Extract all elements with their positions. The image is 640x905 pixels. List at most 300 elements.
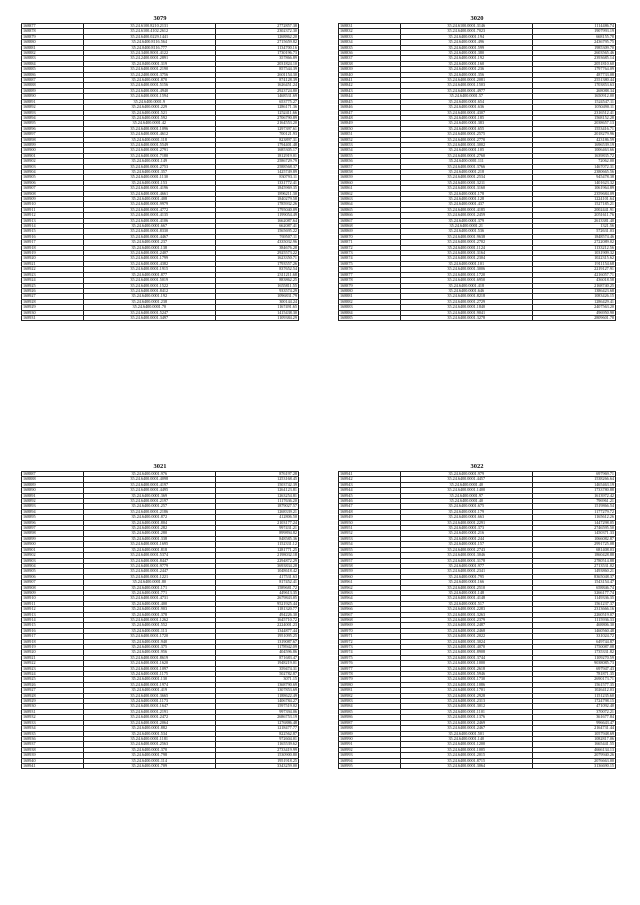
cell-id: 168956 [339, 553, 401, 558]
cell-code: 35.24.6400.0001.3006 [400, 267, 532, 272]
cell-amount: 1845969.35 [215, 186, 298, 191]
cell-amount: 1178942.09 [215, 645, 298, 650]
cell-amount: 1321.56 [532, 224, 615, 229]
cell-amount: 2925573.22 [215, 251, 298, 256]
cell-id: 168936 [22, 736, 84, 741]
cell-id: 168891 [22, 493, 84, 498]
cell-id: 168838 [339, 61, 401, 66]
cell-id: 168993 [339, 753, 401, 758]
cell-amount: 1785932.26 [215, 202, 298, 207]
cell-code: 35.24.6400.0001.3164 [400, 251, 532, 256]
cell-code: 35.24.6400.0001.2197 [83, 499, 215, 504]
cell-id: 168846 [339, 105, 401, 110]
cell-amount: 1662087.64 [215, 218, 298, 223]
cell-amount: 1281771.25 [215, 547, 298, 552]
cell-code: 35.24.6400.0001.148 [400, 590, 532, 595]
cell-id: 168926 [22, 682, 84, 687]
cell-code: 35.24.6400.0001.4197 [83, 482, 215, 487]
cell-amount: 468806.30 [532, 623, 615, 628]
cell-amount: 1553416.71 [532, 126, 615, 131]
cell-code: 35.24.6400.0001.8908 [400, 650, 532, 655]
cell-id: 168917 [22, 634, 84, 639]
cell-amount: 404596.86 [215, 650, 298, 655]
cell-id: 168947 [339, 504, 401, 509]
cell-amount: 972604.01 [215, 736, 298, 741]
cell-id: 168842 [339, 83, 401, 88]
cell-code: 35.24.6400.0001.2469 [400, 720, 532, 725]
cell-id: 168902 [22, 553, 84, 558]
cell-id: 168924 [22, 278, 84, 283]
cell-amount: 653775.27 [215, 99, 298, 104]
cell-id: 168980 [339, 682, 401, 687]
cell-code: 35.24.6400.0001.1221 [83, 574, 215, 579]
cell-amount: 1188622.49 [215, 693, 298, 698]
cell-id: 168833 [339, 34, 401, 39]
cell-id: 168894 [22, 509, 84, 514]
cell-amount: 1665441.55 [532, 742, 615, 747]
cell-id: 168908 [22, 191, 84, 196]
cell-code: 35.24.6400.0001.1695 [83, 542, 215, 547]
cell-amount: 1503742.39 [215, 482, 298, 487]
cell-amount: 2746595.50 [532, 526, 615, 531]
table-row [22, 315, 299, 320]
cell-id: 168976 [339, 661, 401, 666]
cell-amount: 1465463.19 [532, 482, 615, 487]
cell-amount: 487733.08 [532, 72, 615, 77]
cell-amount: 2219127.91 [532, 267, 615, 272]
cell-code: 35.24.6400.0001.3160 [400, 186, 532, 191]
cell-id: 168870 [339, 234, 401, 239]
cell-amount: 1344877.44 [215, 628, 298, 633]
cell-id: 168873 [339, 251, 401, 256]
cell-amount: 769507.11 [215, 234, 298, 239]
cell-code: 35.24.6400.0001.599 [400, 45, 532, 50]
cell-code: 35.24.6400.0001.4135 [83, 213, 215, 218]
cell-code: 35.24.6400.0001.105 [400, 148, 532, 153]
cell-id: 168857 [339, 164, 401, 169]
cell-amount: 2260519.07 [532, 612, 615, 617]
cell-id: 168950 [339, 520, 401, 525]
cell-id: 168895 [22, 121, 84, 126]
cell-amount: 1527185.21 [532, 202, 615, 207]
cell-code: 35.24.6400.0001.2487 [400, 623, 532, 628]
cell-id: 168896 [22, 126, 84, 131]
cell-code: 35.24.6400.0001.128 [400, 197, 532, 202]
cell-code: 35.24.6400.0001.2022 [400, 634, 532, 639]
cell-code: 35.24.6400.0001.3665 [83, 693, 215, 698]
cell-id: 168985 [339, 709, 401, 714]
cell-amount: 2809601.78 [532, 315, 615, 320]
cell-id: 168900 [22, 542, 84, 547]
cell-amount: 697969.71 [532, 472, 615, 477]
cell-amount: 1181320.77 [215, 607, 298, 612]
cell-amount: 1268862.20 [215, 34, 298, 39]
cell-id: 168912 [22, 213, 84, 218]
cell-id: 168942 [339, 477, 401, 482]
cell-id: 168903 [22, 164, 84, 169]
cell-id: 168906 [22, 574, 84, 579]
cell-id: 168914 [22, 617, 84, 622]
cell-amount: 3343259.00 [215, 763, 298, 768]
cell-id: 168904 [22, 563, 84, 568]
cell-amount: 2018279.96 [532, 132, 615, 137]
cell-id: 168929 [22, 305, 84, 310]
cell-code: 35.24.6400.0001.5374 [83, 553, 215, 558]
cell-amount: 1565695.22 [215, 229, 298, 234]
cell-code: 35.24.6400.0001.157 [400, 542, 532, 547]
cell-amount: 331024.72 [532, 634, 615, 639]
cell-amount: 1022315.62 [532, 256, 615, 261]
cell-code: 35.24.6400.0001.4457 [400, 477, 532, 482]
cell-code: 35.24.6400.0001.4098 [83, 477, 215, 482]
cell-amount: 2772857.38 [215, 24, 298, 29]
cell-amount: 572631.03 [532, 229, 615, 234]
cell-id: 168970 [339, 628, 401, 633]
cell-id: 168975 [339, 655, 401, 660]
cell-id: 168965 [339, 601, 401, 606]
cell-id: 168959 [339, 569, 401, 574]
cell-code: 35.24.6400.0001.1522 [83, 283, 215, 288]
cell-amount: 2002441.91 [532, 207, 615, 212]
cell-id: 168992 [339, 747, 401, 752]
cell-id: 168880 [22, 40, 84, 45]
cell-id: 168930 [22, 704, 84, 709]
cell-id: 168868 [339, 224, 401, 229]
cell-id: 168872 [339, 245, 401, 250]
cell-id: 168918 [22, 245, 84, 250]
cell-code: 35.24.6400.0001.236 [400, 67, 532, 72]
cell-code: 35.24.6400.0001.1124 [400, 245, 532, 250]
cell-amount: 697947.43 [532, 666, 615, 671]
cell-code: 35.24.6400.0001.1594 [83, 94, 215, 99]
cell-code: 35.24.6400.0001.1096 [83, 126, 215, 131]
cell-amount: 2316512.41 [532, 110, 615, 115]
cell-amount: 1589681.72 [215, 585, 298, 590]
cell-amount: 423186.59 [532, 137, 615, 142]
cell-code: 35.24.6400.0001.1840 [400, 305, 532, 310]
cell-code: 35.24.6400.0001.280 [83, 531, 215, 536]
cell-id: 168856 [339, 159, 401, 164]
cell-amount: 9038085.73 [532, 661, 615, 666]
cell-code: 35.24.6400.0001.2770 [400, 137, 532, 142]
cell-id: 168841 [339, 78, 401, 83]
cell-code: 35.24.6400.0001.517 [400, 601, 532, 606]
table-panel-3 [21, 463, 299, 769]
cell-code: 35.24.6400.0001.2064 [83, 720, 215, 725]
cell-code: 35.24.6400.0001.2472 [83, 715, 215, 720]
cell-code: 35.24.6400.0001.437 [400, 202, 532, 207]
cell-id: 168853 [339, 142, 401, 147]
table-row [339, 763, 616, 768]
cell-id: 168972 [339, 639, 401, 644]
cell-id: 168889 [22, 88, 84, 93]
cell-id: 168931 [22, 315, 84, 320]
cell-id: 168840 [339, 72, 401, 77]
cell-id: 168962 [339, 585, 401, 590]
cell-code: 35.24.6400.0001.9779 [83, 563, 215, 568]
cell-amount: 3136690.15 [532, 763, 615, 768]
cell-id: 168995 [339, 763, 401, 768]
panel-title: 3020 [470, 15, 484, 22]
cell-code: 35.24.6400.0001.2791 [83, 148, 215, 153]
cell-code: 35.24.6400.0001.2743 [400, 547, 532, 552]
cell-amount: 1066082.87 [532, 536, 615, 541]
cell-id: 168884 [339, 310, 401, 315]
cell-id: 168910 [22, 596, 84, 601]
cell-amount: 1795040.09 [215, 207, 298, 212]
cell-amount: 4216057.71 [532, 272, 615, 277]
cell-amount: 2551380.44 [532, 78, 615, 83]
cell-amount: 496950.90 [532, 310, 615, 315]
cell-code: 35.24.6400.0001.4148 [400, 596, 532, 601]
cell-code: 35.24.6400.0001.218 [400, 169, 532, 174]
cell-code: 35.24.6400.0001.2618 [400, 666, 532, 671]
cell-id: 168969 [339, 623, 401, 628]
cell-amount: 2690173.71 [532, 677, 615, 682]
cell-amount: 1468531.69 [215, 94, 298, 99]
cell-id: 168943 [339, 482, 401, 487]
cell-code: 35.24.6400.0001.8715 [400, 758, 532, 763]
cell-code: 35.24.6400.0001.3046 [400, 553, 532, 558]
cell-amount: 2436795.75 [532, 40, 615, 45]
cell-code: 35.24.6400.0001.118 [83, 137, 215, 142]
cell-code: 35.24.6400.0001.536 [400, 229, 532, 234]
cell-code: 35.24.6400.0001.979 [400, 472, 532, 477]
cell-amount: 1639835.72 [532, 153, 615, 158]
cell-amount: 1133212.56 [532, 245, 615, 250]
cell-id: 168896 [22, 520, 84, 525]
cell-amount: 1860428.88 [532, 553, 615, 558]
cell-code: 35.24.6400.0001.338 [83, 536, 215, 541]
cell-id: 168891 [22, 99, 84, 104]
cell-amount: 1167491.65 [215, 305, 298, 310]
cell-id: 168850 [339, 126, 401, 131]
cell-code: 35.24.6400.0001.496 [400, 40, 532, 45]
cell-amount: 1460560.48 [532, 628, 615, 633]
cell-id: 168883 [339, 305, 401, 310]
cell-code: 35.24.6400.0001.4940 [83, 88, 215, 93]
cell-amount: 668155.78 [532, 34, 615, 39]
cell-amount: 2038657.13 [532, 121, 615, 126]
cell-code: 35.24.6400.0001.5549 [83, 142, 215, 147]
cell-code: 35.24.6400.0001.2015 [400, 753, 532, 758]
cell-code: 35.24.6400.0001.771 [83, 590, 215, 595]
cell-id: 168923 [22, 666, 84, 671]
cell-code: 35.24.6400.0001.1097 [83, 666, 215, 671]
cell-amount: 1840279.58 [215, 197, 298, 202]
cell-id: 168895 [22, 515, 84, 520]
cell-amount: 1276886.48 [215, 720, 298, 725]
cell-id: 168909 [22, 590, 84, 595]
cell-id: 168922 [22, 267, 84, 272]
cell-id: 168934 [22, 726, 84, 731]
cell-id: 168925 [22, 677, 84, 682]
cell-amount: 2733419.99 [215, 747, 298, 752]
cell-amount: 1218477.77 [215, 726, 298, 731]
cell-id: 168941 [22, 763, 84, 768]
cell-id: 168915 [22, 623, 84, 628]
cell-code: 35.24.6400.0001.9041 [400, 310, 532, 315]
cell-amount: 837652.54 [215, 267, 298, 272]
cell-id: 168882 [339, 299, 401, 304]
cell-code: 35.24.6400.0001.2510 [400, 585, 532, 590]
cell-code: 35.24.6400.0001.2190 [83, 67, 215, 72]
cell-id: 168987 [339, 720, 401, 725]
cell-id: 168949 [339, 515, 401, 520]
cell-id: 168876 [339, 267, 401, 272]
cell-amount: 1879027.57 [215, 504, 298, 509]
cell-amount: 417531.63 [215, 574, 298, 579]
cell-id: 168909 [22, 197, 84, 202]
cell-amount: 1152331.12 [215, 542, 298, 547]
cell-code: 35.24.6400.0001.160 [400, 61, 532, 66]
cell-amount: 3693834.28 [215, 563, 298, 568]
cell-code: 35.24.6400.0001.798 [83, 753, 215, 758]
cell-amount: 2601154.30 [215, 72, 298, 77]
cell-code: 35.24.6400.0001.501 [400, 731, 532, 736]
cell-code: 35.24.6400.0001.1175 [83, 672, 215, 677]
cell-id: 168953 [339, 536, 401, 541]
cell-code: 35.24.6400.0001.2313 [400, 699, 532, 704]
cell-code: 35.24.6400.0001.2702 [400, 240, 532, 245]
cell-amount: 1096831.79 [215, 294, 298, 299]
cell-id: 168958 [339, 563, 401, 568]
cell-amount: 1794401.48 [215, 142, 298, 147]
cell-code: 35.24.6400.0001.40 [400, 482, 532, 487]
cell-amount: 1109270.59 [532, 655, 615, 660]
cell-amount: 1114486.74 [532, 24, 615, 29]
cell-code: 35.24.6400.0001.70 [83, 305, 215, 310]
cell-amount: 1115936.33 [532, 617, 615, 622]
cell-amount: 1368790.69 [215, 682, 298, 687]
cell-code: 35.24.6400.0001.400 [83, 601, 215, 606]
cell-amount: 1031909.32 [532, 251, 615, 256]
cell-amount: 3266177.74 [532, 590, 615, 595]
cell-id: 168888 [22, 477, 84, 482]
cell-id: 168897 [22, 526, 84, 531]
cell-code: 35.24.6400.0001.940 [83, 639, 215, 644]
cell-amount: 357866.89 [215, 56, 298, 61]
cell-code: 35.24.6400.0001.7023 [400, 29, 532, 34]
cell-id: 168937 [22, 742, 84, 747]
cell-id: 168900 [22, 148, 84, 153]
cell-id: 168954 [339, 542, 401, 547]
cell-id: 168898 [22, 531, 84, 536]
cell-id: 168931 [22, 709, 84, 714]
cell-code: 35.24.6400.0001.369 [83, 493, 215, 498]
cell-id: 168892 [22, 105, 84, 110]
cell-id: 168919 [22, 645, 84, 650]
cell-amount: 2051611.76 [532, 213, 615, 218]
cell-amount: 2198032.18 [215, 553, 298, 558]
cell-code: 35.24.6400.0001.1130 [83, 175, 215, 180]
cell-amount: 1199054.49 [215, 213, 298, 218]
cell-amount: 1264123.81 [215, 488, 298, 493]
cell-amount: 2613381.40 [532, 218, 615, 223]
cell-amount: 1948219.01 [215, 661, 298, 666]
cell-code: 35.24.6400.0001.4070 [400, 645, 532, 650]
cell-amount: 876197.28 [215, 472, 298, 477]
cell-code: 35.24.6400.0001.9 [83, 99, 215, 104]
cell-code: 35.24.6400.0001.7180 [83, 153, 215, 158]
panel-title: 3079 [153, 15, 167, 22]
cell-id: 168880 [339, 288, 401, 293]
data-table [21, 23, 299, 321]
cell-amount: 662087.41 [215, 224, 298, 229]
cell-id: 168939 [22, 753, 84, 758]
cell-id: 168903 [22, 558, 84, 563]
cell-code: 35.24.6400.0001.383 [400, 121, 532, 126]
cell-amount: 1048618.42 [215, 569, 298, 574]
cell-id: 168981 [339, 688, 401, 693]
cell-amount: 1655811.55 [215, 283, 298, 288]
cell-code: 35.24.6400.0001.229 [83, 105, 215, 110]
cell-id: 168989 [339, 731, 401, 736]
cell-id: 168994 [339, 758, 401, 763]
cell-code: 35.24.6400.0001.3024 [400, 639, 532, 644]
cell-code: 35.24.6400.0001.238 [83, 299, 215, 304]
cell-code: 35.24.6400.0001.2467 [400, 726, 532, 731]
cell-amount: 1613972.42 [532, 493, 615, 498]
cell-code: 35.24.6400.0001.882 [83, 726, 215, 731]
cell-code: 35.24.6400.0001.4185 [400, 207, 532, 212]
cell-id: 168845 [339, 99, 401, 104]
cell-code: 35.24.2400.0001.3756 [83, 72, 215, 77]
cell-code: 35.24.6400.0001.2407 [83, 251, 215, 256]
cell-code: 35.24.6400.0001.113 [83, 628, 215, 633]
cell-code: 35.24.6400.0001.4382 [83, 261, 215, 266]
cell-amount: 1703853.63 [532, 83, 615, 88]
cell-code: 35.24.6400.0001.4196 [83, 186, 215, 191]
cell-code: 35.24.6400.0001.5019 [83, 278, 215, 283]
cell-id: 168932 [22, 715, 84, 720]
cell-amount: 1319087.67 [215, 639, 298, 644]
cell-code: 35.24.6400.0001.5156 [83, 83, 215, 88]
cell-id: 168875 [339, 261, 401, 266]
cell-code: 35.24.6400.0001.636 [400, 105, 532, 110]
cell-id: 168948 [339, 509, 401, 514]
cell-amount: 1911154.68 [532, 261, 615, 266]
cell-code: 35.24.6400.0001.675 [400, 504, 532, 509]
cell-id: 168938 [22, 747, 84, 752]
cell-id: 168916 [22, 234, 84, 239]
cell-amount: 848585.36 [215, 536, 298, 541]
cell-code: 35.24.6400.0001.42 [83, 121, 215, 126]
cell-amount: 2923724.80 [215, 88, 298, 93]
cell-code: 35.24.6400.0001.5247 [83, 310, 215, 315]
cell-code: 35.24.6400.0001.1620 [83, 661, 215, 666]
cell-code: 35.24.6400.0001.244 [400, 536, 532, 541]
cell-code: 35.24.6400.0001.373 [400, 526, 532, 531]
cell-amount: 1134700.16 [215, 45, 298, 50]
cell-amount: 1117636.20 [215, 499, 298, 504]
cell-id: 168913 [22, 612, 84, 617]
cell-id: 168906 [22, 180, 84, 185]
cell-amount: 945478.38 [532, 175, 615, 180]
cell-amount: 1286429.41 [532, 299, 615, 304]
cell-amount: 412806.50 [215, 515, 298, 520]
cell-id: 168901 [22, 547, 84, 552]
cell-code: 35.24.6400.0001.21 [400, 224, 532, 229]
cell-id: 168890 [22, 488, 84, 493]
cell-amount: 997394.06 [215, 709, 298, 714]
cell-code: 35.24.3400.8001.4122 [83, 51, 215, 56]
cell-id: 168913 [22, 218, 84, 223]
cell-id: 168879 [22, 34, 84, 39]
cell-code: 35.24.6400.0001.795 [400, 574, 532, 579]
cell-amount: 1151235.60 [532, 693, 615, 698]
cell-code: 35.24.6400.0001.1086 [400, 682, 532, 687]
